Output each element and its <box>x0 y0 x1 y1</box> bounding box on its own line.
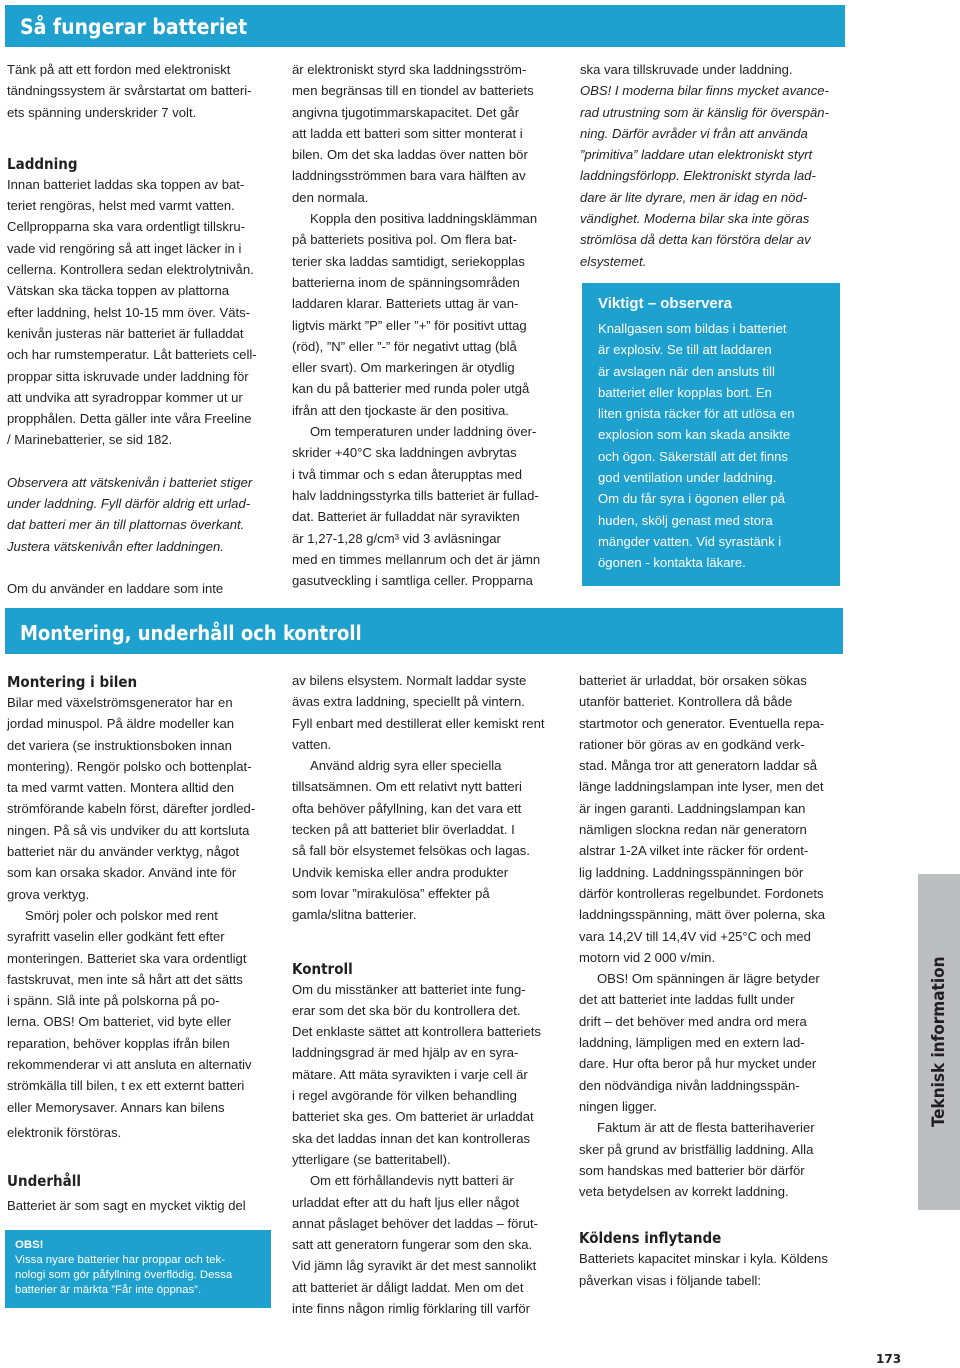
body-line: terier ska laddas samtidigt, seriekopplas <box>292 253 525 269</box>
body-line: ningen ligger. <box>579 1098 657 1114</box>
body-line: batteriet när du använder verktyg, något <box>7 844 240 860</box>
body-line: vade vid rengöring så att inget läcker in i <box>7 240 242 256</box>
body-line: angivna tjugotimmarskapacitet. Det går <box>292 104 520 120</box>
kolden-heading: Köldens inflytande <box>579 1229 722 1248</box>
body-line: Smörj poler och polskor med rent <box>25 907 218 923</box>
warning-line: är avslagen när den ansluts till <box>598 363 775 379</box>
body-line: lig laddning. Laddningsspänningen bör <box>579 864 804 880</box>
warning-line: huden, skölj genast med stora <box>598 512 773 528</box>
body-line: Bilar med växelströmsgenerator har en <box>7 695 233 710</box>
body-line: dat. Batteriet är fulladdat när syravikten <box>292 509 520 525</box>
intro-line: Tänk på att ett fordon med elektroniskt <box>7 62 231 77</box>
body-line: rationer bör göras av en godkänd verk- <box>579 736 805 752</box>
body-line: ligtvis märkt ”P” eller ”+” för positivt uttag <box>292 317 527 333</box>
body-line: ta med varmt vatten. Montera alltid den <box>7 780 235 796</box>
obs-warning-line: vändighet. Moderna bilar ska inte göras <box>580 211 810 227</box>
body-line: Det enklaste sättet att kontrollera batteriets <box>292 1024 541 1040</box>
body-line: Cellpropparna ska vara ordentligt tillskru- <box>7 219 245 235</box>
warning-line: och ögon. Säkerställ att det finns <box>598 448 788 464</box>
obs-warning-line: strömlösa då detta kan förstöra delar av <box>580 232 811 248</box>
body-line: propphålen. Detta gäller inte våra Freeline <box>7 411 252 427</box>
body-line: batteriet är urladdat, bör orsaken sökas <box>579 673 807 688</box>
body-line: veta betydelsen av korrekt laddning. <box>579 1184 789 1200</box>
body-line: annat påslaget behöver det laddas – förut- <box>292 1215 539 1231</box>
note-line: under laddning. Fyll därför aldrig ett urlad- <box>7 496 251 512</box>
body-line: alstrar 1-2A vilket inte räcker för ordent- <box>579 843 809 859</box>
body-line: Batteriet är som sagt en mycket viktig del <box>7 1198 246 1214</box>
body-line: urladdat efter att du haft ljus eller något <box>292 1194 520 1210</box>
body-line: är elektroniskt styrd ska laddningsström- <box>292 62 527 77</box>
body-line: kan du på batterier med runda poler utgå <box>292 381 530 397</box>
body-line: reparation, behöver kopplas ifrån bilen <box>7 1035 230 1051</box>
body-line: tecken på att batteriet blir överladdat. I <box>292 822 515 838</box>
body-line: gasutveckling i samtliga celler. Propparna <box>292 573 533 589</box>
body-line: laddning, lämpligen med en extern lad- <box>579 1035 805 1051</box>
warning-line: är explosiv. Se till att laddaren <box>598 342 772 358</box>
obs-line: nologi som gör påfyllning överflödig. Dessa <box>15 1269 233 1281</box>
body-line: att ladda ett batteri som sitter monterat i <box>292 125 523 141</box>
body-line: sker på grund av bristfällig laddning. Alla <box>579 1141 814 1157</box>
body-line: som kan orsaka skador. Använd inte för <box>7 865 237 881</box>
body-line: proppar sitta iskruvade under laddning för <box>7 368 249 384</box>
body-line: lerna. OBS! Om batteriet, vid byte eller <box>7 1014 232 1030</box>
body-line: Om temperaturen under laddning över- <box>310 424 537 440</box>
body-line: men begränsas till en tiondel av batteriets <box>292 83 534 99</box>
body-line: vara 14,2V till 14,4V vid +25°C och med <box>579 928 811 944</box>
side-tab-label: Teknisk information <box>929 956 949 1128</box>
body-line: är ingen garanti. Laddningslampan kan <box>579 800 806 816</box>
body-line: halv laddningsstyrka tills batteriet är fullad- <box>292 487 539 503</box>
body-line: Batteriets kapacitet minskar i kyla. Köldens <box>579 1251 828 1267</box>
body-line: Använd aldrig syra eller speciella <box>310 758 502 774</box>
body-line: strömförande kabeln först, därefter jordled- <box>7 801 256 817</box>
body-line: efter laddning, helst 10-15 mm över. Väts- <box>7 304 251 320</box>
obs-warning-line: ”primitiva” laddare utan elektroniskt styrt <box>580 147 813 163</box>
body-line: utanför batteriet. Kontrollera då både <box>579 694 793 710</box>
body-line: bilen. Om det ska laddas över natten bör <box>292 147 528 163</box>
obs-warning-line: rad utrustning som är känslig för överspän- <box>580 104 829 120</box>
body-line: Faktum är att de flesta batterihaverier <box>597 1120 815 1136</box>
body-line: teriet rengöras, helst med varmt vatten. <box>7 198 235 214</box>
body-line: ningen. På så vis undviker du att kortsluta <box>7 822 250 838</box>
body-line: den nödvändiga nivån laddningsspän- <box>579 1077 800 1093</box>
body-line: batterierna inom de spänningsområden <box>292 274 520 290</box>
intro-line: ets spänning underskrider 7 volt. <box>7 104 197 120</box>
column-3-bottom <box>579 670 828 1291</box>
body-line: är 1,27-1,28 g/cm³ vid 3 avläsningar <box>292 530 501 546</box>
body-line: laddningsströmmen bara vara hälften av <box>292 168 526 184</box>
body-line: ytterligare (se batteritabell). <box>292 1151 451 1167</box>
body-line: Om du misstänker att batteriet inte fung- <box>292 981 526 997</box>
body-line: ävas extra laddning, speciellt på vintern. <box>292 694 525 710</box>
body-line: stad. Många tror att generatorn laddar så <box>579 758 818 774</box>
warning-line: explosion som kan skada ansikte <box>598 427 791 443</box>
body-line: av bilens elsystem. Normalt laddar syste <box>292 673 527 688</box>
body-line: länge laddningslampan inte lyser, men det <box>579 779 824 795</box>
body-line: mätare. Att mäta syravikten i varje cell är <box>292 1066 528 1082</box>
body-line: satt att generatorn fungerar som den ska. <box>292 1237 533 1253</box>
note-line: Observera att vätskenivån i batteriet stiger <box>7 474 253 490</box>
body-line: som lovar ”mirakulösa” effekter på <box>292 885 490 901</box>
body-line: motorn vid 2 000 v/min. <box>579 949 716 965</box>
body-line: det att batteriet inte laddas fullt under <box>579 992 795 1008</box>
page-title-banner <box>5 5 845 47</box>
body-line: i regel avgörande för vilken behandling <box>292 1088 517 1104</box>
body-line: och har rumstemperatur. Låt batteriets cell- <box>7 347 257 363</box>
montering-heading: Montering i bilen <box>7 673 138 691</box>
obs-warning-line: ning. Därför avråder vi från att använda <box>580 125 808 141</box>
section-side-tab <box>918 874 960 1210</box>
note-line: Justera vätskenivån efter laddningen. <box>7 538 224 554</box>
body-line: drift – det behöver med andra ord mera <box>579 1013 807 1029</box>
body-line: cellerna. Kontrollera sedan elektrolytnivån. <box>7 262 254 278</box>
body-line: ifrån att den tjockaste är den positiva. <box>292 402 509 418</box>
body-line: i spänn. Slå inte på polskorna på po- <box>7 993 220 1009</box>
body-line: grova verktyg. <box>7 886 90 902</box>
column-1-top <box>7 59 257 599</box>
body-line: det variera (se instruktionsboken innan <box>7 737 232 753</box>
body-line: elektronik förstöras. <box>7 1124 122 1140</box>
body-line: med en timmes mellanrum och det är jämn <box>292 551 541 567</box>
column-3-top <box>580 59 829 272</box>
body-line: att undvika att syradroppar kommer ut ur <box>7 389 243 405</box>
warning-line: mängder vatten. Vid syrastänk i <box>598 533 782 549</box>
body-line: som handskas med batterier bör därför <box>579 1162 805 1178</box>
body-line: skrider +40°C ska laddningen avbrytas <box>292 445 517 461</box>
laddning-heading: Laddning <box>7 154 78 173</box>
body-line: fastskruvat, men inte så hårt att det sätts <box>7 971 243 987</box>
note-line: dat batteri mer än till plattornas överkant. <box>7 517 245 533</box>
body-line: därför kontrolleras regelbundet. Fordonets <box>579 885 824 901</box>
page-number: 173 <box>876 1352 902 1366</box>
warning-box-heading: Viktigt – observera <box>598 295 732 312</box>
body-line: eller Memorysaver. Annars kan bilens <box>7 1099 225 1115</box>
obs-box <box>5 1230 271 1308</box>
body-line: vatten. <box>292 736 332 752</box>
body-line: batteriet ska ges. Om batteriet är urladdat <box>292 1109 534 1125</box>
body-line: Om du använder en laddare som inte <box>7 580 224 596</box>
body-line: jordad minuspol. På äldre modeller kan <box>7 716 235 732</box>
body-line: Koppla den positiva laddningsklämman <box>310 211 538 227</box>
warning-line: ögonen - kontakta läkare. <box>598 555 746 571</box>
body-line: eller svart). Om markeringen är otydlig <box>292 360 515 376</box>
body-line: laddningsspänning, mätt över polerna, ska <box>579 907 826 923</box>
warning-line: Knallgasen som bildas i batteriet <box>598 321 787 336</box>
obs-warning-line: elsystemet. <box>580 253 647 269</box>
body-line: OBS! Om spänningen är lägre betyder <box>597 971 820 987</box>
body-line: laddaren klarar. Batteriets uttag är van- <box>292 296 519 312</box>
body-line: (röd), ”N” eller ”-” för negativt uttag (blå <box>292 338 517 354</box>
intro-line: tändningssystem är svårstartat om batteri- <box>7 83 252 99</box>
body-line: rekommenderar vi att ansluta en alternativ <box>7 1057 252 1073</box>
warning-line: batteriet eller kopplas bort. En <box>598 384 772 400</box>
section-title-banner <box>5 608 843 654</box>
body-line: på batteriets positiva pol. Om flera bat- <box>292 232 517 248</box>
body-line: så fall bör elsystemet felsökas och lagas. <box>292 843 530 859</box>
body-line: erar som det ska bör du kontrollera det. <box>292 1002 521 1018</box>
body-line: Om ett förhållandevis nytt batteri är <box>310 1173 514 1189</box>
warning-line: liten gnista räcker för att utlösa en <box>598 406 795 422</box>
body-line: nämligen slockna redan när generatorn <box>579 822 807 838</box>
warning-box <box>582 283 840 586</box>
body-line: inte finns någon rimlig förklaring till varför <box>292 1301 530 1317</box>
kontroll-heading: Kontroll <box>292 959 353 978</box>
body-line: strömkälla till bilen, t ex ett externt batteri <box>7 1078 245 1094</box>
body-line: ska vara tillskruvade under laddning. <box>580 62 793 77</box>
body-line: Innan batteriet laddas ska toppen av bat- <box>7 176 245 192</box>
obs-warning-line: laddningsförlopp. Elektroniskt styrda lad- <box>580 168 816 184</box>
body-line: syrafritt vaselin eller godkänt fett efter <box>7 929 225 945</box>
body-line: startmotor och generator. Eventuella repa- <box>579 715 825 731</box>
body-line: gamla/slitna batterier. <box>292 907 417 923</box>
body-line: / Marinebatterier, se sid 182. <box>7 432 173 448</box>
body-line: montering). Rengör polsko och bottenplat- <box>7 758 252 774</box>
page-title: Så fungerar batteriet <box>20 15 248 39</box>
body-line: monteringen. Batteriet ska vara ordentligt <box>7 950 247 966</box>
warning-line: Om du får syra i ögonen eller på <box>598 491 786 507</box>
body-line: i två timmar och s edan återupptas med <box>292 466 522 482</box>
body-line: dare. Hur ofta beror på hur mycket under <box>579 1056 817 1072</box>
column-2-bottom <box>292 670 545 1319</box>
warning-line: god ventilation under laddning. <box>598 470 777 486</box>
obs-box-heading: OBS! <box>15 1239 44 1251</box>
obs-warning-line: dare är lite dyrare, men är idag en nöd- <box>580 189 808 205</box>
section-title: Montering, underhåll och kontroll <box>20 621 362 645</box>
body-line: ska det laddas innan det kan kontrolleras <box>292 1130 531 1146</box>
body-line: Undvik kemiska eller andra produkter <box>292 864 509 880</box>
body-line: laddningsgrad är med hjälp av en syra- <box>292 1045 519 1061</box>
body-line: den normala. <box>292 189 369 205</box>
obs-line: batterier är märkta ”Får inte öppnas”. <box>15 1284 202 1296</box>
body-line: ofta behöver påfyllning, kan det vara ett <box>292 800 522 816</box>
body-line: att batteriet är dåligt laddat. Men om det <box>292 1279 524 1295</box>
body-line: Fyll enbart med destillerat eller kemiskt rent <box>292 715 545 731</box>
obs-line: Vissa nyare batterier har proppar och tek- <box>15 1254 225 1266</box>
body-line: tillsatsämnen. Om ett relativt nytt batteri <box>292 779 522 795</box>
body-line: Vätskan ska täcka toppen av plattorna <box>7 283 230 299</box>
body-line: kenivån justeras när batteriet är fulladdat <box>7 325 244 341</box>
column-1-bottom <box>7 672 255 1217</box>
column-2-top <box>292 59 540 591</box>
body-line: påverkan visas i följande tabell: <box>579 1272 761 1288</box>
body-line: Vid jämn låg syravikt är det mest sannolikt <box>292 1258 537 1274</box>
obs-warning-line: OBS! I moderna bilar finns mycket avance- <box>580 83 829 99</box>
underhall-heading: Underhåll <box>7 1172 81 1191</box>
